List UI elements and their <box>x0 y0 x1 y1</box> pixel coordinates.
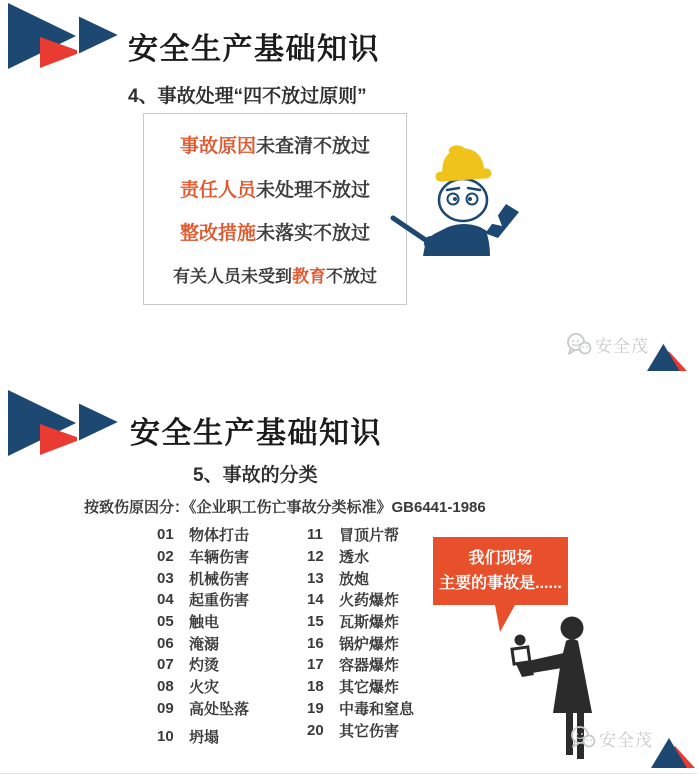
slide-four-principles <box>0 0 697 378</box>
watermark <box>565 330 689 359</box>
principle-rest: 未查清不放过 <box>256 135 371 157</box>
watermark-text: 安全茂 <box>595 337 649 356</box>
principle-rest: 不放过 <box>326 267 377 287</box>
item-label: 起重伤害 <box>189 592 250 610</box>
principle-rest: 未处理不放过 <box>256 179 371 201</box>
item-label: 灼烫 <box>189 657 220 675</box>
accident-list-column-1 <box>157 524 249 747</box>
item-number: 11 <box>307 526 323 544</box>
item-number: 19 <box>307 699 324 717</box>
item-label: 冒顶片帮 <box>339 527 400 545</box>
list-item <box>307 632 414 654</box>
mountain-logo-icon <box>645 342 689 371</box>
list-item <box>307 719 414 741</box>
list-item <box>157 567 249 589</box>
item-number: 07 <box>157 656 174 674</box>
item-number: 13 <box>307 569 324 587</box>
item-label: 透水 <box>339 549 370 567</box>
item-label: 高处坠落 <box>189 700 250 718</box>
speech-bubble <box>433 537 568 605</box>
mountain-logo-icon <box>649 736 697 768</box>
item-number: 05 <box>157 613 174 631</box>
list-item <box>157 632 249 654</box>
item-label: 放炮 <box>339 570 370 588</box>
item-label: 锅炉爆炸 <box>339 635 400 653</box>
item-number: 09 <box>157 699 174 717</box>
list-item <box>307 676 414 698</box>
slide-accident-classification <box>0 378 697 774</box>
item-label: 火灾 <box>189 679 220 697</box>
principles-box <box>143 113 407 305</box>
item-number: 08 <box>157 678 174 696</box>
brand-triangles-icon <box>8 390 123 460</box>
section-subtitle: 4、事故处理“四不放过原则” <box>128 86 367 107</box>
wechat-icon <box>565 331 593 359</box>
principle-highlight: 整改措施 <box>179 223 256 245</box>
item-label: 其它伤害 <box>339 722 400 740</box>
page-title: 安全生产基础知识 <box>130 417 382 450</box>
item-number: 10 <box>157 727 174 745</box>
item-number: 03 <box>157 569 174 587</box>
list-item <box>157 654 249 676</box>
item-number: 06 <box>157 634 174 652</box>
item-number: 01 <box>157 526 174 544</box>
safety-worker-icon <box>390 138 525 256</box>
principle-line <box>180 131 370 158</box>
standard-reference-line: 按致伤原因分：《企业职工伤亡事故分类标准》GB6441-1986 <box>84 499 486 516</box>
item-number: 16 <box>307 634 324 652</box>
item-number: 12 <box>307 548 324 566</box>
item-label: 容器爆炸 <box>339 657 400 675</box>
speech-bubble-line2: 主要的事故是...... <box>439 575 562 592</box>
list-item <box>307 524 414 546</box>
section-subtitle: 5、事故的分类 <box>193 465 318 486</box>
list-item <box>157 589 249 611</box>
speech-bubble-line1: 我们现场 <box>468 550 533 567</box>
item-number: 14 <box>307 591 324 609</box>
list-item <box>157 698 249 720</box>
list-item <box>307 698 414 720</box>
principle-line <box>180 175 370 202</box>
item-number: 02 <box>157 548 174 566</box>
item-label: 淹溺 <box>189 635 220 653</box>
item-label: 火药爆炸 <box>339 592 400 610</box>
watermark <box>569 722 697 754</box>
item-label: 其它爆炸 <box>339 679 400 697</box>
item-label: 触电 <box>189 614 220 632</box>
item-number: 04 <box>157 591 174 609</box>
principle-prefix: 有关人员未受到 <box>173 267 292 287</box>
item-label: 车辆伤害 <box>189 549 250 567</box>
page-title: 安全生产基础知识 <box>128 33 380 66</box>
list-item <box>307 589 414 611</box>
list-item <box>157 546 249 568</box>
item-label: 中毒和窒息 <box>339 700 415 718</box>
wechat-icon <box>569 724 597 752</box>
list-item <box>157 676 249 698</box>
principle-rest: 未落实不放过 <box>256 223 371 245</box>
item-label: 坍塌 <box>189 728 220 746</box>
principle-line <box>173 262 377 287</box>
principle-highlight: 教育 <box>292 267 326 287</box>
item-number: 18 <box>307 678 324 696</box>
list-item <box>157 611 249 633</box>
list-item <box>307 546 414 568</box>
item-label: 物体打击 <box>189 527 250 545</box>
principle-highlight: 事故原因 <box>179 135 256 157</box>
item-label: 机械伤害 <box>189 570 250 588</box>
list-item <box>307 654 414 676</box>
brand-triangles-icon <box>8 3 123 73</box>
principle-line <box>180 218 370 245</box>
list-item <box>307 567 414 589</box>
item-number: 20 <box>307 721 324 739</box>
list-item <box>157 524 249 546</box>
principle-highlight: 责任人员 <box>179 179 256 201</box>
item-number: 15 <box>307 613 324 631</box>
accident-list-column-2 <box>307 524 414 741</box>
list-item <box>157 725 249 747</box>
list-item <box>307 611 414 633</box>
watermark-text: 安全茂 <box>599 730 653 750</box>
item-label: 瓦斯爆炸 <box>339 614 400 632</box>
item-number: 17 <box>307 656 324 674</box>
